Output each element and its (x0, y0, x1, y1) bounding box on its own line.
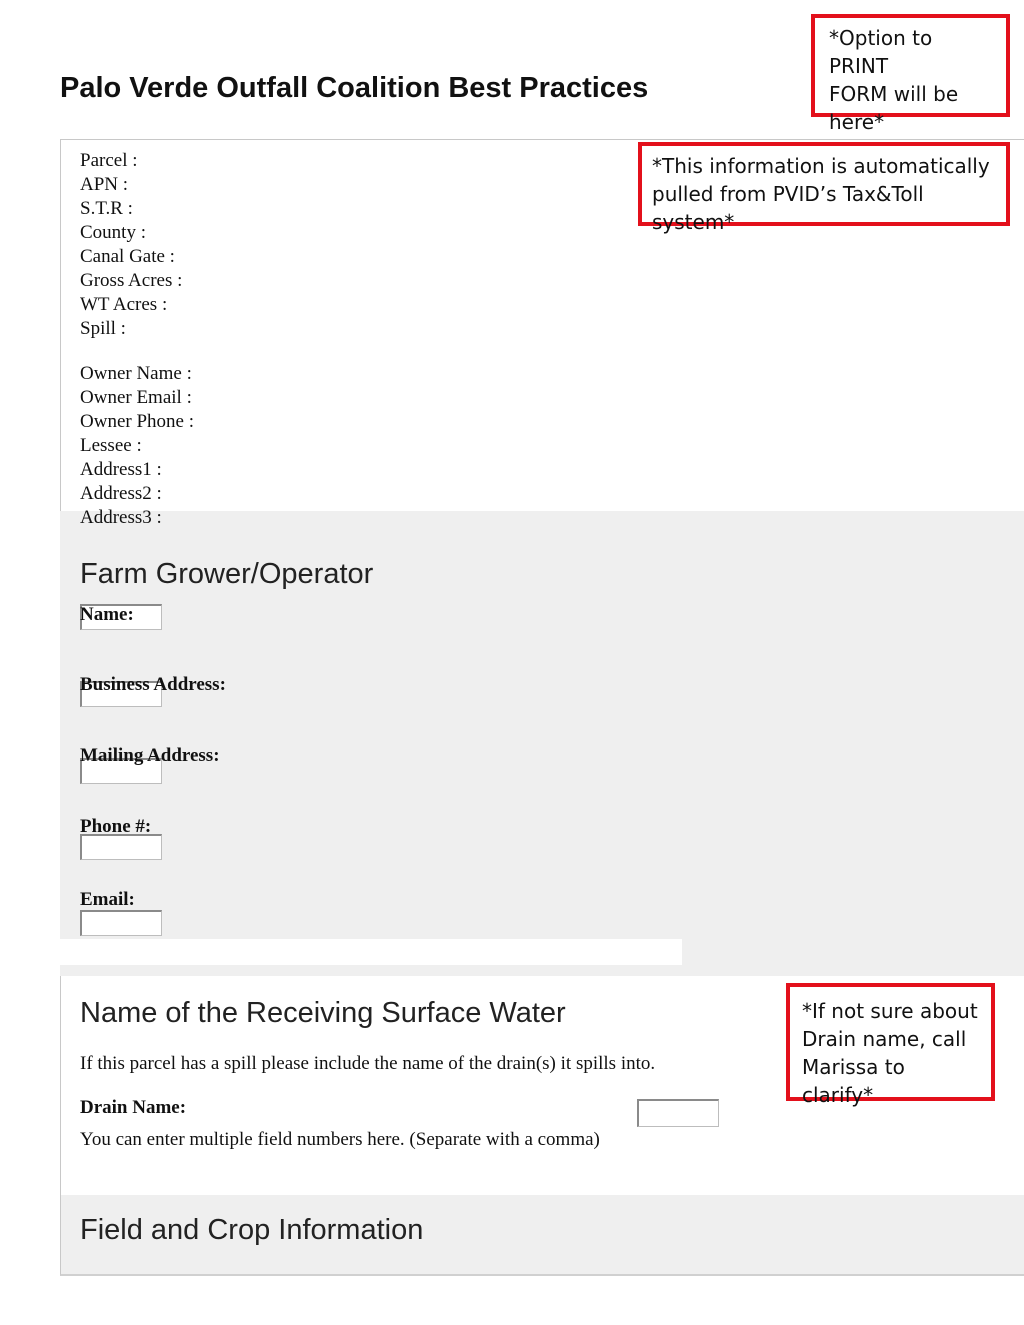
canal-gate-field: Canal Gate : (80, 246, 175, 267)
owner-fields (80, 362, 194, 530)
note-line: *This information is automatically (652, 154, 990, 178)
grower-name-label: Name: (80, 604, 134, 625)
drain-name-label: Drain Name: (80, 1097, 187, 1118)
owner-phone-field: Owner Phone : (80, 411, 194, 432)
auto-pull-note (638, 142, 1010, 234)
business-address-label: Business Address: (80, 674, 226, 695)
field-crop-heading: Field and Crop Information (80, 1214, 424, 1246)
wt-acres-field: WT Acres : (80, 294, 168, 315)
print-form-note (811, 14, 1010, 134)
note-line: pulled from PVID’s Tax&Toll system* (652, 182, 924, 234)
note-line: here* (829, 110, 885, 134)
note-line: FORM will be (829, 82, 959, 106)
note-line: Drain name, call (802, 1027, 967, 1051)
address2-field: Address2 : (80, 483, 162, 504)
note-line: *If not sure about (802, 999, 978, 1023)
county-field: County : (80, 222, 146, 243)
page-title: Palo Verde Outfall Coalition Best Practices (60, 72, 649, 104)
owner-name-field: Owner Name : (80, 363, 192, 384)
parcel-field: Parcel : (80, 150, 138, 171)
drain-help-text: You can enter multiple field numbers here. (Separate with a comma) (80, 1129, 600, 1150)
address3-field: Address3 : (80, 507, 162, 528)
drain-name-note (786, 983, 995, 1107)
email-label: Email: (80, 889, 135, 910)
gross-acres-field: Gross Acres : (80, 270, 183, 291)
lessee-field: Lessee : (80, 435, 142, 456)
address1-field: Address1 : (80, 459, 162, 480)
email-input[interactable] (80, 910, 162, 936)
note-line: *Option to PRINT (829, 26, 933, 78)
receiving-water-heading: Name of the Receiving Surface Water (80, 997, 566, 1029)
farm-grower-heading: Farm Grower/Operator (80, 558, 374, 590)
parcel-fields (80, 149, 182, 341)
phone-label: Phone #: (80, 816, 152, 837)
mailing-address-label: Mailing Address: (80, 745, 220, 766)
panel-divider-strip (60, 939, 682, 965)
note-line: Marissa to clarify* (802, 1055, 905, 1107)
apn-field: APN : (80, 174, 129, 195)
drain-name-input[interactable] (637, 1099, 719, 1127)
str-field: S.T.R : (80, 198, 133, 219)
spill-field: Spill : (80, 318, 126, 339)
spill-instruction: If this parcel has a spill please include the name of the drain(s) it spills into. (80, 1053, 656, 1074)
owner-email-field: Owner Email : (80, 387, 192, 408)
